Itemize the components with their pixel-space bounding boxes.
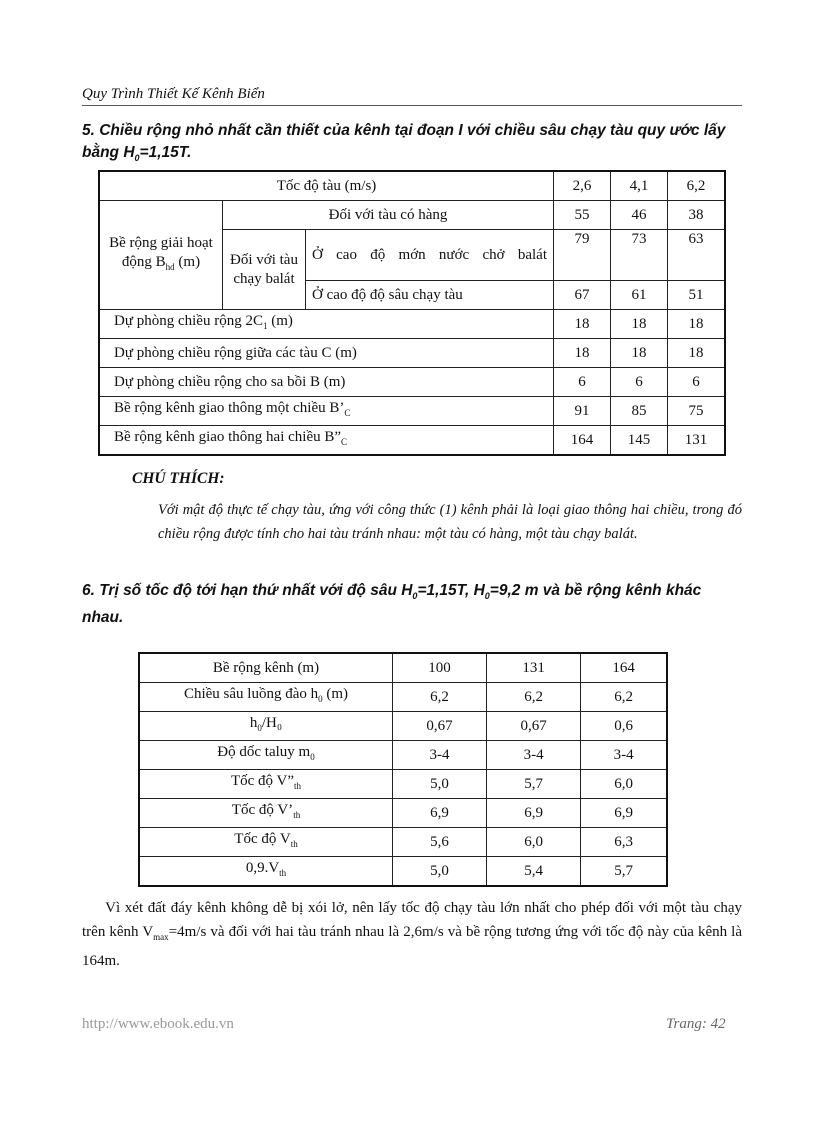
running-header: Quy Trình Thiết Kế Kênh Biển xyxy=(82,86,742,106)
table-cell: 6,0 xyxy=(487,828,581,857)
speed-value: 2,6 xyxy=(554,171,611,201)
table-cell: 5,7 xyxy=(581,857,667,887)
table-row xyxy=(139,799,667,828)
row-label: $0,9.V_{th}$ xyxy=(139,857,393,887)
table-cell: 3-4 xyxy=(487,741,581,770)
table-cell: 46 xyxy=(611,201,668,230)
table-row xyxy=(139,770,667,799)
table-row xyxy=(139,741,667,770)
table-row xyxy=(99,310,725,339)
table-cell: 73 xyxy=(611,230,668,281)
row-label: Tốc độ $V’_{th}$ xyxy=(139,799,393,828)
table-cell: 3-4 xyxy=(581,741,667,770)
footer-url[interactable]: http://www.ebook.edu.vn xyxy=(82,1016,234,1032)
table-cell: 79 xyxy=(554,230,611,281)
table-cell: 6 xyxy=(554,368,611,397)
table-cell: 55 xyxy=(554,201,611,230)
row-label: Độ dốc taluy $m_0$ xyxy=(139,741,393,770)
table-row xyxy=(99,368,725,397)
table-cell: 18 xyxy=(554,339,611,368)
note-body: Với mật độ thực tế chạy tàu, ứng với công thức (1) kênh phải là loại giao thông hai chiều, trong đó chiều rộng được tính cho hai tàu tránh nhau: một tàu có hàng, một tàu chạy balát. xyxy=(158,502,742,542)
table-cell: 18 xyxy=(668,339,726,368)
ballast-ship-label: Đối với tàu chạy balát xyxy=(223,230,306,310)
row-label: Tốc độ $V_{th}$ xyxy=(139,828,393,857)
ballast-depth-label: Ở cao độ độ sâu chạy tàu xyxy=(306,281,554,310)
width-header-label: Bề rộng kênh (m) xyxy=(139,653,393,683)
table-cell: 0,67 xyxy=(393,712,487,741)
row-label: Dự phòng chiều rộng cho sa bồi B (m) xyxy=(99,368,554,397)
note-title: CHÚ THÍCH: xyxy=(132,470,225,487)
table-cell: 6,2 xyxy=(487,683,581,712)
table-cell: 3-4 xyxy=(393,741,487,770)
table-cell: 5,0 xyxy=(393,770,487,799)
table-cell: 0,6 xyxy=(581,712,667,741)
table-cell: 18 xyxy=(611,339,668,368)
table-cell: 85 xyxy=(611,397,668,426)
table-cell: 67 xyxy=(554,281,611,310)
row-label: Bề rộng kênh giao thông một chiều $B’_C$ xyxy=(99,397,554,426)
row-label: Chiều sâu luồng đào $h_0$ (m) xyxy=(139,683,393,712)
table-cell: 6,2 xyxy=(581,683,667,712)
table-row xyxy=(139,653,667,683)
row-label: Tốc độ $V”_{th}$ xyxy=(139,770,393,799)
ballast-draft-label: Ở cao độ mớn nước chở balát xyxy=(306,230,554,281)
table-cell: 75 xyxy=(668,397,726,426)
table-cell: 6,9 xyxy=(581,799,667,828)
table-cell: 18 xyxy=(554,310,611,339)
table-cell: 18 xyxy=(668,310,726,339)
table-cell: 5,7 xyxy=(487,770,581,799)
table-cell: 91 xyxy=(554,397,611,426)
table-row xyxy=(139,828,667,857)
table-cell: 131 xyxy=(668,426,726,456)
table-row xyxy=(99,397,725,426)
table-cell: 6,0 xyxy=(581,770,667,799)
table-row xyxy=(139,712,667,741)
width-group-label: Bề rộng giải hoạt động $B_{hd}$ (m) xyxy=(99,201,223,310)
table-cell: 6,3 xyxy=(581,828,667,857)
table-cell: 145 xyxy=(611,426,668,456)
width-value: 131 xyxy=(487,653,581,683)
row-label: Bề rộng kênh giao thông hai chiều $B”_C$ xyxy=(99,426,554,456)
page-number: Trang: 42 xyxy=(666,1016,726,1032)
table-cell: 6,2 xyxy=(393,683,487,712)
table-cell: 63 xyxy=(668,230,726,281)
row-label: $h_0/H_0$ xyxy=(139,712,393,741)
speed-header-label: Tốc độ tàu (m/s) xyxy=(99,171,554,201)
section-5-heading: 5. Chiều rộng nhỏ nhất cần thiết của kênh tại đoạn I với chiều sâu chạy tàu quy ước lấy bằng $H_0=1,15T$. xyxy=(82,122,726,164)
table-cell: 5,4 xyxy=(487,857,581,887)
loaded-ship-label: Đối với tàu có hàng xyxy=(223,201,554,230)
table-cell: 164 xyxy=(554,426,611,456)
table-cell: 51 xyxy=(668,281,726,310)
table-row xyxy=(99,171,725,201)
table-cell: 38 xyxy=(668,201,726,230)
table-row xyxy=(99,339,725,368)
table-cell: 6,9 xyxy=(393,799,487,828)
table-cell: 18 xyxy=(611,310,668,339)
table-row xyxy=(139,683,667,712)
row-label: Dự phòng chiều rộng $2C_1$ (m) xyxy=(99,310,554,339)
table-row xyxy=(99,426,725,456)
speed-value: 4,1 xyxy=(611,171,668,201)
speed-value: 6,2 xyxy=(668,171,726,201)
table-channel-width xyxy=(98,170,726,456)
table-cell: 61 xyxy=(611,281,668,310)
table-critical-speed xyxy=(138,652,668,887)
table-cell: 5,0 xyxy=(393,857,487,887)
width-value: 100 xyxy=(393,653,487,683)
table-cell: 5,6 xyxy=(393,828,487,857)
table-row xyxy=(139,857,667,887)
width-value: 164 xyxy=(581,653,667,683)
table-cell: 6 xyxy=(611,368,668,397)
table-cell: 6 xyxy=(668,368,726,397)
row-label: Dự phòng chiều rộng giữa các tàu C (m) xyxy=(99,339,554,368)
body-paragraph: Vì xét đất đáy kênh không dễ bị xói lở, nên lấy tốc độ chạy tàu lớn nhất cho phép đối với một tàu chạy trên kênh $V_{max}=4m/s$ và đối với hai tàu tránh nhau là 2,6m/s và bề rộng tương ứng với tốc độ này của kênh là 164m. xyxy=(82,900,742,969)
table-cell: 6,9 xyxy=(487,799,581,828)
table-cell: 0,67 xyxy=(487,712,581,741)
section-6-heading: 6. Trị số tốc độ tới hạn thứ nhất với độ sâu $H_0=1,15T$, $H_0=9,2$ m và bề rộng kênh khác nhau. xyxy=(82,582,702,627)
table-row xyxy=(99,201,725,230)
